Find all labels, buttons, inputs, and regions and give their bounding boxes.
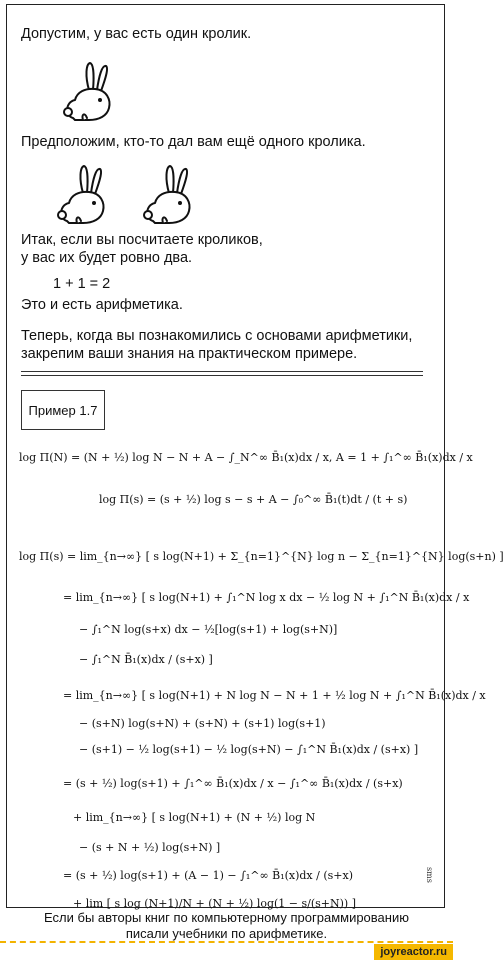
caption-line-1: Если бы авторы книг по компьютерному программированию [44, 910, 409, 925]
comic-panel [6, 4, 504, 910]
text-one-rabbit: Допустим, у вас есть один кролик. [21, 26, 252, 42]
caption-line-2: писали учебники по арифметике. [125, 926, 328, 941]
divider-top [21, 371, 423, 372]
math-line: − ∫₁^N log(s+x) dx − ½[log(s+1) + log(s+N)] [79, 623, 338, 636]
rabbit-icon [59, 60, 123, 126]
author-signature: sms [425, 867, 434, 883]
text-practice-example: закрепим ваши знания на практическом примере. [21, 346, 358, 362]
text-count-rabbits: Итак, если вы посчитаете кроликов, [21, 232, 263, 248]
math-line: = (s + ½) log(s+1) + (A − 1) − ∫₁^∞ B̄₁(x)dx / (s+x) [63, 869, 353, 882]
rabbit-icon [139, 163, 203, 229]
text-arithmetic: Это и есть арифметика. [21, 297, 183, 313]
text-exactly-two: у вас их будет ровно два. [21, 250, 193, 266]
footer-divider [0, 941, 453, 943]
math-line: log Π(s) = (s + ½) log s − s + A − ∫₀^∞ B̄₁(t)dt / (t + s) [99, 493, 408, 506]
brand-link[interactable]: joyreactor.ru [374, 944, 453, 960]
rabbit-icon [53, 163, 117, 229]
example-label: Пример 1.7 [28, 402, 98, 418]
math-line: − (s + N + ½) log(s+N) ] [79, 841, 221, 854]
example-label-box [21, 390, 105, 430]
math-line: = lim_{n→∞} [ s log(N+1) + N log N − N + 1 + ½ log N + ∫₁^N B̄₁(x)dx / x [63, 689, 486, 702]
math-line: = (s + ½) log(s+1) + ∫₁^∞ B̄₁(x)dx / x − ∫₁^∞ B̄₁(x)dx / (s+x) [63, 777, 403, 790]
math-line: + lim [ s log (N+1)/N + (N + ½) log(1 − s/(s+N)) ] [73, 897, 357, 910]
math-line: log Π(N) = (N + ½) log N − N + A − ∫_N^∞ B̄₁(x)dx / x, A = 1 + ∫₁^∞ B̄₁(x)dx / x [19, 451, 473, 464]
divider-bottom [21, 375, 423, 376]
math-line: − (s+N) log(s+N) + (s+N) + (s+1) log(s+1) [79, 717, 326, 730]
text-another-rabbit: Предположим, кто-то дал вам ещё одного кролика. [21, 134, 366, 150]
text-equation: 1 + 1 = 2 [53, 276, 111, 292]
text-now-familiar: Теперь, когда вы познакомились с основами арифметики, [21, 328, 413, 344]
math-line: − (s+1) − ½ log(s+1) − ½ log(s+N) − ∫₁^N B̄₁(x)dx / (s+x) ] [79, 743, 419, 756]
math-line: − ∫₁^N B̄₁(x)dx / (s+x) ] [79, 653, 213, 666]
math-line: log Π(s) = lim_{n→∞} [ s log(N+1) + Σ_{n=1}^{N} log n − Σ_{n=1}^{N} log(s+n) ] [19, 550, 504, 563]
math-line: + lim_{n→∞} [ s log(N+1) + (N + ½) log N [73, 811, 316, 824]
math-line: = lim_{n→∞} [ s log(N+1) + ∫₁^N log x dx − ½ log N + ∫₁^N B̄₁(x)dx / x [63, 591, 470, 604]
